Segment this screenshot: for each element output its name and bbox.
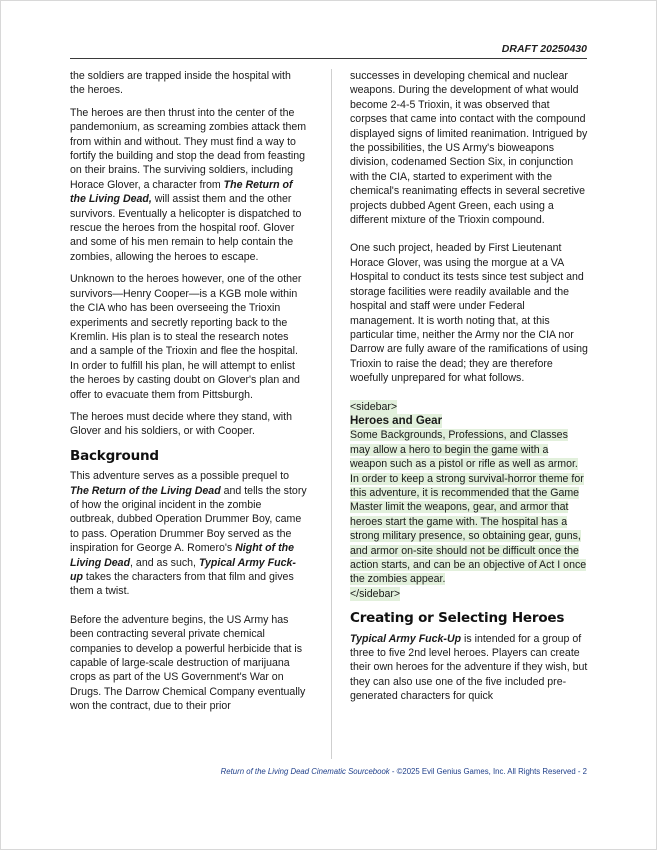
paragraph (70, 469, 308, 599)
paragraph: The heroes must decide where they stand, with Glover and his soldiers, or with Cooper. (70, 410, 292, 438)
text-run: and tells the story of how the original incident in the zombie outbreak, dubbed Operation Drummer Boy, came to pass. Operation Drummer Boy served as the inspiration for George A. Romero's (70, 484, 307, 555)
header-rule (70, 58, 587, 59)
adventure-title-emphasis: Typical Army Fuck-up (70, 556, 296, 583)
film-title-emphasis: The Return of the Living Dead, (70, 178, 293, 206)
paragraph: successes in developing chemical and nuclear weapons. During the development of what would become 2-4-5 Trioxin, it was observed that corpses that came into contact with the compound displayed signs of limited reanimation. Intrigued by the possibilities, the US Army's bioweapons division, codenamed Section Six, in conjunction with the CIA, started to experiment with the chemical's reanimating effects in several secretive projects dubbed Agent Green, each using a different mixture of the Trioxin compound. (350, 70, 588, 227)
text-run: , and as such, (130, 556, 199, 569)
page-footer (221, 767, 587, 776)
right-column (350, 69, 588, 712)
sidebar-open-tag: <sidebar> (350, 400, 398, 413)
paragraph (350, 632, 588, 704)
text-run: will assist them and the other survivors. Eventually a helicopter is dispatched to rescue the heroes from the hospital roof. Glover and some of his men remain to help contain the zombies, allowing the heroes to escape. (70, 193, 302, 263)
footer-book-title: Return of the Living Dead Cinematic Sourcebook (220, 767, 390, 776)
footer-copyright: - ©2025 Evil Genius Games, Inc. All Rights Reserved - 2 (389, 767, 587, 776)
sidebar-close-tag: </sidebar> (350, 587, 401, 600)
paragraph: Unknown to the heroes however, one of the other survivors—Henry Cooper—is a KGB mole within the CIA who has been overseeing the Trioxin experiments and secretly reporting back to the Kremlin. His plan is to steal the research notes and a sample of the Trioxin and flee the hospital. In order to fulfill his plan, he will attempt to enlist the heroes by casting doubt on Glover's plan and offer to evacuate them from Pittsburgh. (70, 273, 302, 401)
text-run: is intended for a group of three to five 2nd level heroes. Players can create their own heroes for the adventure if they wish, but they can also use one of the five included pre-generated characters for quick (350, 632, 588, 703)
paragraph: Before the adventure begins, the US Army has been contracting several private chemical companies to develop a powerful herbicide that is capable of large-scale destruction of marijuana crops as part of the US Government's War on Drugs. The Darrow Chemical Company eventually won the contract, due to their prior (70, 613, 306, 713)
film-title-emphasis: The Return of the Living Dead (70, 484, 221, 497)
paragraph: the soldiers are trapped inside the hospital with the heroes. (70, 70, 291, 97)
film-title-emphasis: Night of the Living Dead (70, 542, 294, 569)
section-heading-background: Background (70, 447, 159, 464)
sidebar-text: Some Backgrounds, Professions, and Classes may allow a hero to begin the game with a weapon such as a pistol or rifle as well as armor. In order to keep a strong survival-horror theme for this adventure, it is recommended that the Game Master limit the weapons, gear, and armor that heroes start the game with. The hospital has a strong military presence, so obtaining gear, guns, and armor on-site should not be difficult once the action starts, and can be an objective of Act I once the zombies appear. (350, 429, 587, 586)
paragraph: One such project, headed by First Lieutenant Horace Glover, was using the morgue at a VA Hospital to conduct its tests since test subject and storage facilities were readily available and the hospital and staff were under Federal management. It is worth noting that, at this particular time, neither the Army nor the CIA nor Darrow are fully aware of the ramifications of using Trioxin to raise the dead; they are therefore woefully unprepared for what follows. (350, 242, 588, 385)
section-heading-creating-heroes: Creating or Selecting Heroes (350, 610, 565, 627)
paragraph (70, 106, 308, 264)
sidebar-body (350, 428, 588, 586)
adventure-title-emphasis: Typical Army Fuck-Up (350, 632, 462, 645)
column-divider (331, 69, 332, 759)
text-run: The heroes are then thrust into the center of the pandemonium, as screaming zombies attack them from within and without. They must find a way to fortify the building and stop the dead from feasting on their brains. The surviving soldiers, including Horace Glover, a character from (70, 106, 307, 191)
sidebar-title: Heroes and Gear (350, 414, 443, 427)
draft-label: DRAFT 20250430 (501, 43, 587, 55)
sidebar-box (350, 400, 588, 602)
left-column (70, 69, 308, 722)
text-run: takes the characters from that film and gives them a twist. (70, 571, 294, 598)
text-run: This adventure serves as a possible prequel to (70, 470, 290, 483)
